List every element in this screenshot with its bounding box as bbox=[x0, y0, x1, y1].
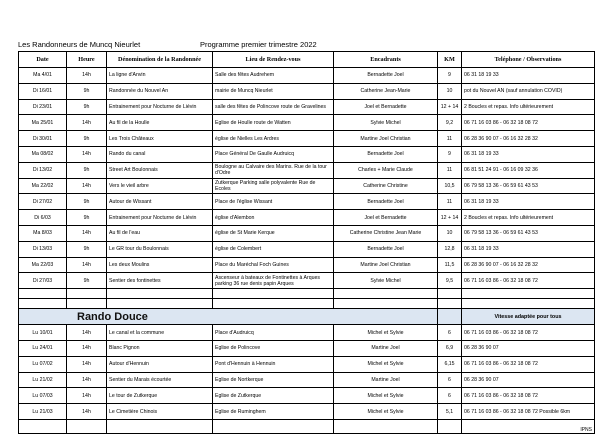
cell-heure: 9h bbox=[67, 131, 107, 147]
cell-denomination: Vers le vieil arbre bbox=[107, 178, 213, 194]
cell-lieu: église de Nielles Les Ardres bbox=[213, 131, 334, 147]
cell-denomination: Au fil de l'eau bbox=[107, 225, 213, 241]
cell-denomination: Randonnée du Nouvel An bbox=[107, 83, 213, 99]
cell-telephone: 06 28 36 90 07 - 06 16 32 28 32 bbox=[462, 257, 595, 273]
cell-lieu: église de St Marie Kerque bbox=[213, 225, 334, 241]
cell-telephone: pot du Nouvel AN (sauf annulation COVID) bbox=[462, 83, 595, 99]
cell-encadrants: Sylvie Michel bbox=[334, 115, 438, 131]
cell-telephone: 06 28 36 90 07 bbox=[462, 340, 595, 356]
blank-row bbox=[19, 289, 595, 299]
cell-denomination: Le tour de Zutkerque bbox=[107, 388, 213, 404]
cell-encadrants: Martine Joel bbox=[334, 372, 438, 388]
cell-lieu: Eglise de Zutkerque bbox=[213, 388, 334, 404]
cell-denomination: Autour de Wissant bbox=[107, 194, 213, 210]
table-row bbox=[19, 99, 595, 115]
cell-date: Lu 21/03 bbox=[19, 404, 67, 420]
table-row bbox=[19, 131, 595, 147]
cell-denomination: Sentier des fontinettes bbox=[107, 273, 213, 289]
cell-encadrants: Michel et Sylvie bbox=[334, 404, 438, 420]
cell-telephone: 06 71 16 03 86 - 06 32 18 08 72 bbox=[462, 115, 595, 131]
cell-lieu: Zutkerque Parking salle polyvalente Rue de Ecoles bbox=[213, 178, 334, 194]
cell-encadrants: Martine Joel bbox=[334, 340, 438, 356]
table-row bbox=[19, 340, 595, 356]
cell-encadrants: Michel et Sylvie bbox=[334, 325, 438, 341]
program-title: Programme premier trimestre 2022 bbox=[200, 40, 317, 49]
cell-km: 10 bbox=[438, 83, 462, 99]
table-row bbox=[19, 178, 595, 194]
cell-telephone: 2 Boucles et repas. Info ultérieurement bbox=[462, 210, 595, 226]
cell-heure: 14h bbox=[67, 146, 107, 162]
cell-lieu: église de Colembert bbox=[213, 241, 334, 257]
cell-km: 12 + 14 bbox=[438, 210, 462, 226]
cell-heure: 14h bbox=[67, 178, 107, 194]
table-row bbox=[19, 372, 595, 388]
cell-km: 9 bbox=[438, 146, 462, 162]
table-row bbox=[19, 257, 595, 273]
cell-telephone: 06 28 36 90 07 - 06 16 32 28 32 bbox=[462, 131, 595, 147]
cell-heure: 9h bbox=[67, 241, 107, 257]
cell-denomination: Rando du canal bbox=[107, 146, 213, 162]
cell-km: 6 bbox=[438, 325, 462, 341]
cell-km: 10,5 bbox=[438, 178, 462, 194]
cell-heure: 14h bbox=[67, 68, 107, 84]
cell-encadrants: Martine Joel Christian bbox=[334, 257, 438, 273]
cell-denomination: Autour d'Hennuin bbox=[107, 356, 213, 372]
cell-heure: 14h bbox=[67, 404, 107, 420]
table-row bbox=[19, 68, 595, 84]
cell-denomination: Les Trois Châteaux bbox=[107, 131, 213, 147]
cell-telephone: 06 31 18 19 33 bbox=[462, 241, 595, 257]
cell-encadrants: Bernadette Joel bbox=[334, 146, 438, 162]
cell-encadrants: Charles + Marie Claude bbox=[334, 162, 438, 178]
cell-telephone: 06 28 36 90 07 bbox=[462, 372, 595, 388]
cell-telephone: 06 31 18 19 33 bbox=[462, 68, 595, 84]
page-header bbox=[18, 39, 608, 51]
cell-date: Di 13/03 bbox=[19, 241, 67, 257]
cell-lieu: Eglise de Houlle route de Watten bbox=[213, 115, 334, 131]
cell-encadrants: Martine Joel Christian bbox=[334, 131, 438, 147]
cell-date: Di 27/03 bbox=[19, 273, 67, 289]
cell-denomination: Le GR tour du Boulonnais bbox=[107, 241, 213, 257]
cell-denomination: Street Art Boulonnais bbox=[107, 162, 213, 178]
table-row bbox=[19, 146, 595, 162]
cell-lieu: Place de l'église Wissant bbox=[213, 194, 334, 210]
cell-lieu: Ascenseur à bateaux de Fontinettes à Arques parking 36 rue denis papin Arques bbox=[213, 273, 334, 289]
cell-encadrants: Catherine Jean-Marie bbox=[334, 83, 438, 99]
cell-encadrants: Bernadette Joel bbox=[334, 241, 438, 257]
cell-denomination: Blanc Pignon bbox=[107, 340, 213, 356]
cell-lieu: Salle des fêtes Audrehem bbox=[213, 68, 334, 84]
cell-lieu: Place Général De Gaulle Audruicq bbox=[213, 146, 334, 162]
section-row-rando-douce bbox=[19, 309, 595, 325]
cell-km: 12 + 14 bbox=[438, 99, 462, 115]
cell-heure: 9h bbox=[67, 210, 107, 226]
col-header-km: KM bbox=[438, 52, 462, 68]
cell-date: Lu 24/01 bbox=[19, 340, 67, 356]
table-row bbox=[19, 115, 595, 131]
cell-denomination: Sentier du Marais écourtée bbox=[107, 372, 213, 388]
cell-encadrants: Catherine Christine bbox=[334, 178, 438, 194]
cell-heure: 9h bbox=[67, 162, 107, 178]
table-row bbox=[19, 273, 595, 289]
table-row bbox=[19, 225, 595, 241]
cell-km: 9,5 bbox=[438, 273, 462, 289]
col-header-encadrants: Encadrants bbox=[334, 52, 438, 68]
cell-date: Ma 08/02 bbox=[19, 146, 67, 162]
cell-heure: 14h bbox=[67, 257, 107, 273]
cell-km: 11 bbox=[438, 131, 462, 147]
cell-date: Lu 21/02 bbox=[19, 372, 67, 388]
cell-lieu: Eglise de Polincove bbox=[213, 340, 334, 356]
cell-denomination: Entrainement pour Nocturne de Liévin bbox=[107, 210, 213, 226]
schedule-table bbox=[18, 51, 595, 434]
cell-telephone: 06 71 16 03 86 - 06 32 18 08 72 bbox=[462, 388, 595, 404]
cell-date: Ma 8/03 bbox=[19, 225, 67, 241]
table-row bbox=[19, 241, 595, 257]
section-note: Vitesse adaptée pour tous bbox=[462, 309, 595, 325]
cell-lieu: Boulogne au Calvaire des Marins. Rue de la tour d'Odre bbox=[213, 162, 334, 178]
cell-heure: 9h bbox=[67, 99, 107, 115]
cell-heure: 9h bbox=[67, 194, 107, 210]
cell-telephone: 06 79 58 13 36 - 06 59 61 43 53 bbox=[462, 178, 595, 194]
cell-lieu: Place du Maréchal Foch Guines bbox=[213, 257, 334, 273]
cell-km: 11 bbox=[438, 194, 462, 210]
cell-telephone: 06 71 16 03 86 - 06 32 18 08 72 bbox=[462, 325, 595, 341]
cell-date: Ma 22/02 bbox=[19, 178, 67, 194]
table-row bbox=[19, 325, 595, 341]
table-row bbox=[19, 210, 595, 226]
table-row bbox=[19, 404, 595, 420]
cell-denomination: Le Cimetière Chinois bbox=[107, 404, 213, 420]
cell-date: Ma 25/01 bbox=[19, 115, 67, 131]
cell-telephone: 06 71 16 03 86 - 06 32 18 08 72 bbox=[462, 273, 595, 289]
cell-date: Ma 22/03 bbox=[19, 257, 67, 273]
col-header-date: Date bbox=[19, 52, 67, 68]
cell-lieu: Pont d'Hennuin à Hennuin bbox=[213, 356, 334, 372]
cell-km: 6,9 bbox=[438, 340, 462, 356]
cell-km: 6,15 bbox=[438, 356, 462, 372]
cell-date: Di 30/01 bbox=[19, 131, 67, 147]
cell-heure: 9h bbox=[67, 83, 107, 99]
cell-heure: 14h bbox=[67, 388, 107, 404]
cell-km: 9,2 bbox=[438, 115, 462, 131]
cell-heure: 9h bbox=[67, 273, 107, 289]
col-header-telephone: Teléphone / Observations bbox=[462, 52, 595, 68]
col-header-heure: Heure bbox=[67, 52, 107, 68]
cell-encadrants: Bernadette Joel bbox=[334, 68, 438, 84]
cell-heure: 14h bbox=[67, 372, 107, 388]
cell-telephone: 2 Boucles et repas. Info ultérieurement bbox=[462, 99, 595, 115]
cell-km: 11 bbox=[438, 162, 462, 178]
cell-telephone: 06 71 16 03 86 - 06 32 18 08 72 Possible 6km bbox=[462, 404, 595, 420]
cell-km: 6 bbox=[438, 372, 462, 388]
cell-date: Ma 4/01 bbox=[19, 68, 67, 84]
cell-encadrants: Bernadette Joel bbox=[334, 194, 438, 210]
cell-date: Di 27/02 bbox=[19, 194, 67, 210]
cell-date: Di 23/01 bbox=[19, 99, 67, 115]
cell-date: Lu 07/02 bbox=[19, 356, 67, 372]
table-row bbox=[19, 356, 595, 372]
cell-lieu: salle des fêtes de Polincove route de Gravelines bbox=[213, 99, 334, 115]
cell-encadrants: Catherine Christine Jean Marie bbox=[334, 225, 438, 241]
cell-km: 10 bbox=[438, 225, 462, 241]
cell-heure: 14h bbox=[67, 325, 107, 341]
cell-telephone: 06 71 16 03 86 - 06 32 18 08 72 bbox=[462, 356, 595, 372]
cell-telephone: 06 31 18 19 33 bbox=[462, 194, 595, 210]
cell-lieu: mairie de Muncq Nieurlet bbox=[213, 83, 334, 99]
section-title: Rando Douce bbox=[19, 309, 438, 325]
cell-lieu: Eglise de Nortkerque bbox=[213, 372, 334, 388]
cell-heure: 14h bbox=[67, 356, 107, 372]
cell-date: Di 16/01 bbox=[19, 83, 67, 99]
cell-encadrants: Michel et Sylvie bbox=[334, 356, 438, 372]
blank-row bbox=[19, 299, 595, 309]
cell-heure: 14h bbox=[67, 225, 107, 241]
cell-telephone: 06 81 51 24 91 - 06 16 09 32 36 bbox=[462, 162, 595, 178]
cell-km: 6 bbox=[438, 388, 462, 404]
col-header-lieu: Lieu de Rendez-vous bbox=[213, 52, 334, 68]
cell-denomination: Au fil de la Houlle bbox=[107, 115, 213, 131]
cell-encadrants: Joel et Bernadette bbox=[334, 210, 438, 226]
footer-ipns: IPNS bbox=[462, 419, 595, 433]
cell-encadrants: Joel et Bernadette bbox=[334, 99, 438, 115]
cell-encadrants: Sylvie Michel bbox=[334, 273, 438, 289]
cell-km: 5,1 bbox=[438, 404, 462, 420]
cell-encadrants: Michel et Sylvie bbox=[334, 388, 438, 404]
cell-denomination: Les deux Moulins bbox=[107, 257, 213, 273]
col-header-denomination: Dénomination de la Randonnée bbox=[107, 52, 213, 68]
cell-denomination: Le canal et la commune bbox=[107, 325, 213, 341]
cell-km: 11,5 bbox=[438, 257, 462, 273]
cell-denomination: La ligne d'Anvin bbox=[107, 68, 213, 84]
cell-date: Di 6/03 bbox=[19, 210, 67, 226]
table-row bbox=[19, 162, 595, 178]
cell-denomination: Entrainement pour Nocturne de Liévin bbox=[107, 99, 213, 115]
cell-telephone: 06 31 18 19 33 bbox=[462, 146, 595, 162]
cell-heure: 14h bbox=[67, 115, 107, 131]
cell-lieu: église d'Alembon bbox=[213, 210, 334, 226]
cell-heure: 14h bbox=[67, 340, 107, 356]
cell-date: Lu 07/03 bbox=[19, 388, 67, 404]
cell-km: 12,8 bbox=[438, 241, 462, 257]
cell-date: Di 13/02 bbox=[19, 162, 67, 178]
cell-km: 9 bbox=[438, 68, 462, 84]
table-row bbox=[19, 388, 595, 404]
cell-telephone: 06 79 58 13 36 - 06 59 61 43 53 bbox=[462, 225, 595, 241]
cell-lieu: Place d'Audruicq bbox=[213, 325, 334, 341]
table-row bbox=[19, 194, 595, 210]
cell-lieu: Eglise de Ruminghem bbox=[213, 404, 334, 420]
footer-row bbox=[19, 419, 595, 433]
org-name: Les Randonneurs de Muncq Nieurlet bbox=[18, 40, 141, 49]
cell-date: Lu 10/01 bbox=[19, 325, 67, 341]
table-row bbox=[19, 83, 595, 99]
table-header-row bbox=[19, 52, 595, 68]
